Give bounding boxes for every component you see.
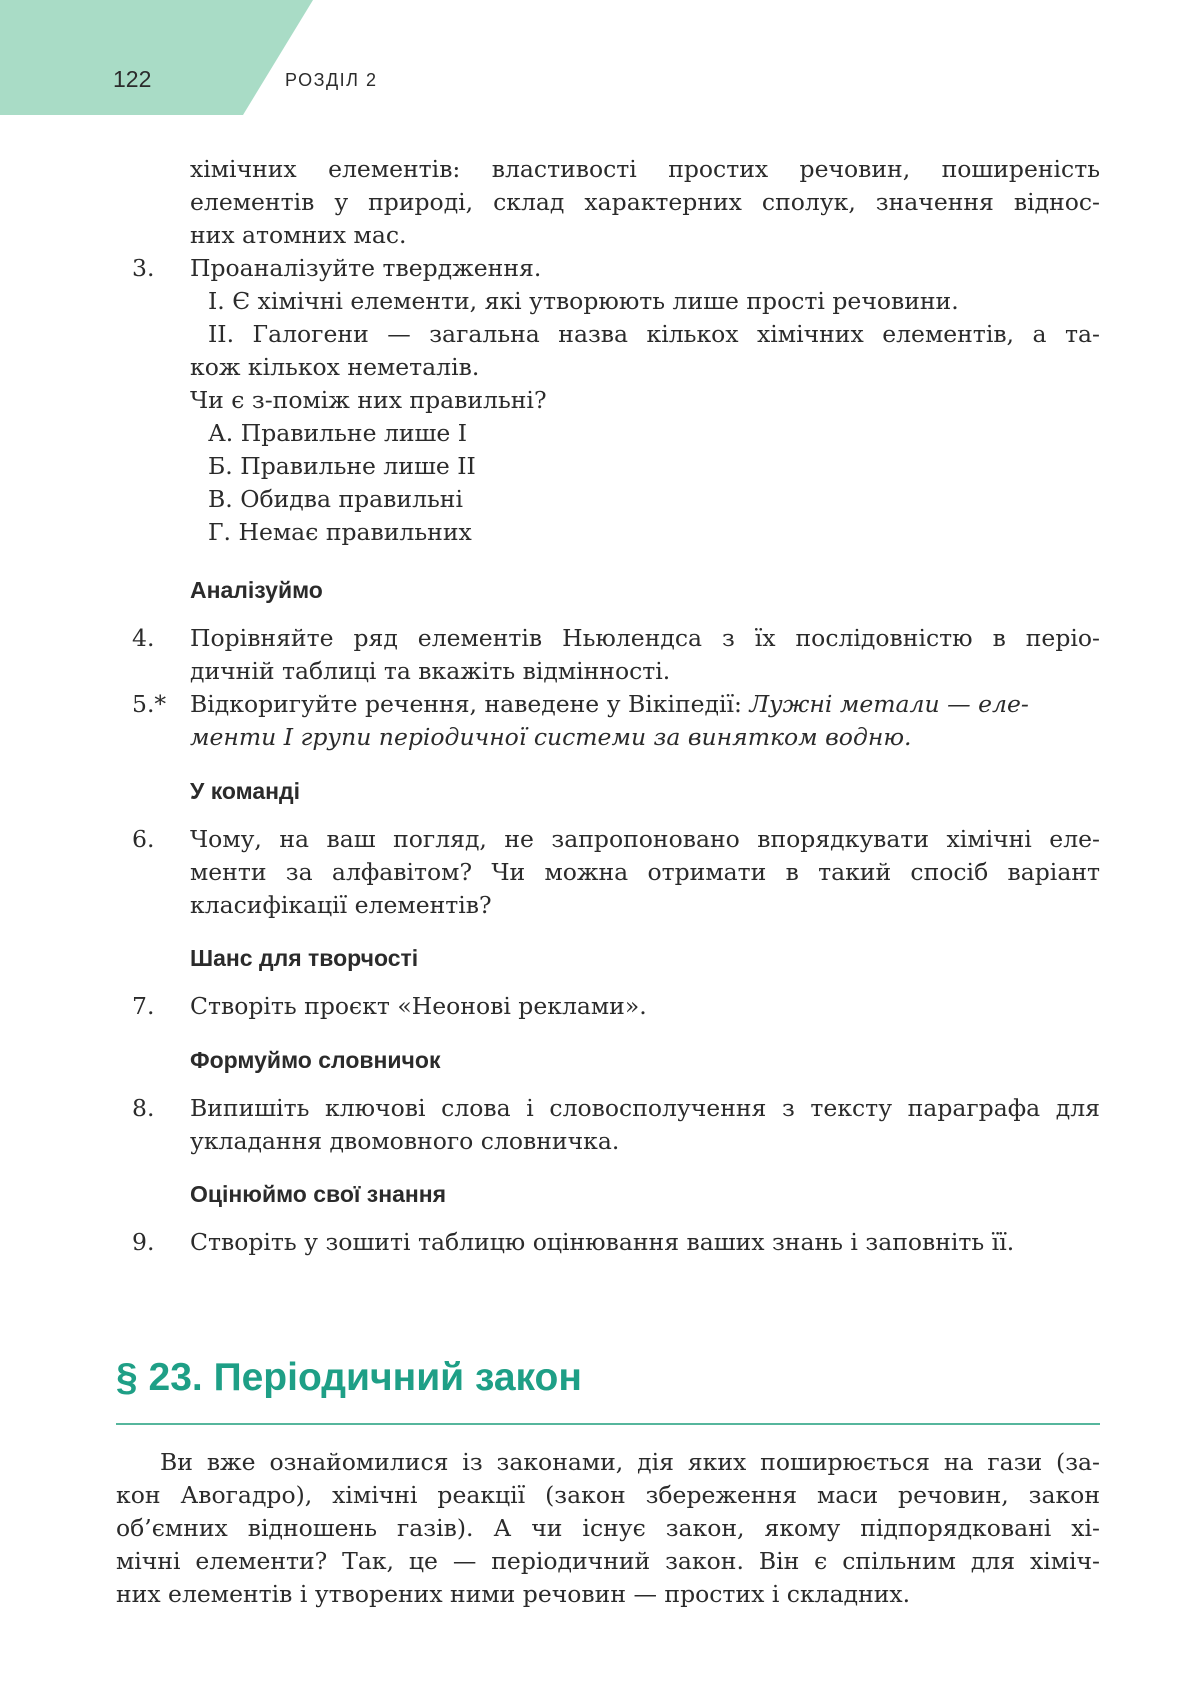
body-line: Ви вже ознайомилися із законами, дія яких поширюється на гази (за- [160, 1448, 1100, 1476]
question-text: дичній таблиці та вкажіть відмінності. [190, 657, 671, 685]
question-text: Створіть у зошиті таблицю оцінювання ваших знань і заповніть її. [190, 1228, 1015, 1256]
page-number: 122 [113, 66, 152, 92]
paragraph-title: § 23. Періодичний закон [116, 1356, 582, 1399]
section-heading-creativity: Шанс для творчості [190, 945, 419, 971]
question-text: Створіть проєкт «Неонові реклами». [190, 992, 647, 1020]
question-number: 6. [132, 825, 155, 853]
question-text: Проаналізуйте твердження. [190, 254, 542, 282]
question-number: 9. [132, 1228, 155, 1256]
section-label: РОЗДІЛ 2 [285, 70, 378, 90]
intro-line: елементів у природі, склад характерних сполук, значення віднос- [190, 188, 1100, 216]
statement-2: ІІ. Галогени — загальна назва кількох хімічних елементів, а та- [208, 320, 1100, 348]
intro-line: них атомних мас. [190, 221, 407, 249]
section-heading-analyze: Аналізуймо [190, 577, 323, 603]
answer-option: А. Правильне лише І [208, 419, 468, 447]
intro-line: хімічних елементів: властивості простих речовин, поширеність [190, 155, 1100, 183]
header-band [0, 0, 313, 115]
body-line: них елементів і утворених ними речовин — простих і складних. [116, 1580, 911, 1608]
question-number: 8. [132, 1094, 155, 1122]
answer-option: В. Обидва правильні [208, 485, 463, 513]
quoted-sentence: менти І групи періодичної системи за винятком водню. [190, 723, 912, 751]
body-line: мічні елементи? Так, це — періодичний закон. Він є спільним для хіміч- [116, 1547, 1100, 1575]
answer-option: Б. Правильне лише ІІ [208, 452, 476, 480]
quoted-sentence: Лужні метали — еле- [749, 690, 1029, 718]
question-text: менти за алфавітом? Чи можна отримати в такий спосіб варіант [190, 858, 1100, 886]
question-text: Порівняйте ряд елементів Ньюлендса з їх послідовністю в періо- [190, 624, 1100, 652]
question-text: Чому, на ваш погляд, не запропоновано впорядкувати хімічні еле- [190, 825, 1100, 853]
question-text-plain: Відкоригуйте речення, наведене у Вікіпедії: [190, 690, 750, 718]
title-underline [116, 1423, 1100, 1425]
question-text [190, 688, 1029, 721]
statement-1: І. Є хімічні елементи, які утворюють лише прості речовини. [208, 287, 959, 315]
question-number: 5.* [132, 690, 167, 718]
question-text: класифікації елементів? [190, 891, 492, 919]
question-text: Випишіть ключові слова і словосполучення з тексту параграфа для [190, 1094, 1100, 1122]
section-heading-dictionary: Формуймо словничок [190, 1047, 441, 1073]
section-heading-assess: Оцінюймо свої знання [190, 1181, 447, 1207]
question-number: 7. [132, 992, 155, 1020]
statement-2-cont: кож кількох неметалів. [190, 353, 480, 381]
question-text: укладання двомовного словничка. [190, 1127, 620, 1155]
quoted-sentence-cont [190, 721, 911, 754]
question-number: 3. [132, 254, 155, 282]
body-line: кон Авогадро), хімічні реакції (закон збереження маси речовин, закон [116, 1481, 1100, 1509]
answer-option: Г. Немає правильних [208, 518, 472, 546]
body-line: об’ємних відношень газів). А чи існує закон, якому підпорядковані хі- [116, 1514, 1100, 1542]
section-heading-team: У команді [190, 778, 301, 804]
question-number: 4. [132, 624, 155, 652]
question-text: Чи є з-поміж них правильні? [190, 386, 547, 414]
